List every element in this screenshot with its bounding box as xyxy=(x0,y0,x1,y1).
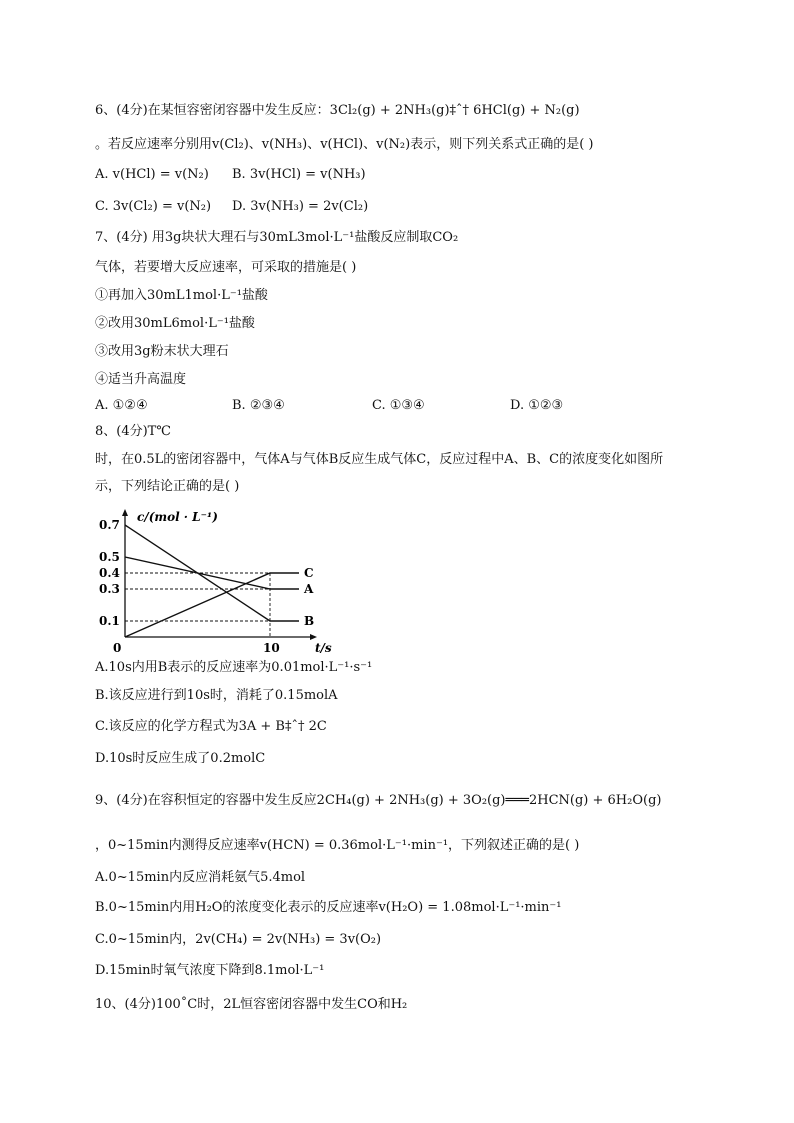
x-tick-10: 10 xyxy=(263,641,280,655)
q9-option-b: B.0~15min内用H₂O的浓度变化表示的反应速率v(H₂O) = 1.08mol·L⁻¹·min⁻¹ xyxy=(95,900,562,915)
q7-option-b: B. ②③④ xyxy=(232,398,285,413)
x-axis-label: t/s xyxy=(315,641,332,655)
q9-stem: 9、(4分)在容积恒定的容器中发生反应2CH₄(g) + 2NH₃(g) + 3O₂(g)═══2HCN(g) + 6H₂O(g) xyxy=(95,793,662,808)
y-tick-0.4: 0.4 xyxy=(99,566,120,580)
q8-stem-cont: 时，在0.5L的密闭容器中，气体A与气体B反应生成气体C，反应过程中A、B、C的浓度变化如图所 xyxy=(95,452,664,467)
q6-option-d: D. 3v(NH₃) = 2v(Cl₂) xyxy=(232,199,369,214)
q9-option-a: A.0~15min内反应消耗氨气5.4mol xyxy=(95,870,306,885)
y-axis-arrow xyxy=(122,509,128,516)
q7-stem-cont: 气体，若要增大反应速率，可采取的措施是( ) xyxy=(95,260,357,275)
x-axis-arrow xyxy=(310,634,317,640)
series-label-C: C xyxy=(304,566,314,580)
q8-stem: 8、(4分)T℃ xyxy=(95,424,171,439)
q6-stem-cont: 。若反应速率分别用v(Cl₂)、v(NH₃)、v(HCl)、v(N₂)表示，则下列关系式正确的是( ) xyxy=(95,137,594,152)
q10-stem: 10、(4分)100˚C时，2L恒容密闭容器中发生CO和H₂ xyxy=(95,997,408,1012)
q7-option-c: C. ①③④ xyxy=(372,398,425,413)
y-tick-0.7: 0.7 xyxy=(99,518,120,532)
y-tick-0.5: 0.5 xyxy=(99,550,120,564)
q7-stem: 7、(4分) 用3g块状大理石与30mL3mol·L⁻¹盐酸反应制取CO₂ xyxy=(95,230,459,245)
q7-item-3: ③改用3g粉末状大理石 xyxy=(95,344,229,359)
y-tick-0.3: 0.3 xyxy=(99,582,120,596)
q6-stem: 6、(4分)在某恒容密闭容器中发生反应：3Cl₂(g) + 2NH₃(g)‡ˆ† 6HCl(g) + N₂(g) xyxy=(95,103,580,118)
concentration-time-chart xyxy=(95,505,335,655)
q9-option-c: C.0~15min内，2v(CH₄) = 2v(NH₃) = 3v(O₂) xyxy=(95,932,382,947)
q7-item-4: ④适当升高温度 xyxy=(95,372,187,387)
q7-item-2: ②改用30mL6mol·L⁻¹盐酸 xyxy=(95,316,255,331)
series-label-A: A xyxy=(304,582,314,596)
q6-option-b: B. 3v(HCl) = v(NH₃) xyxy=(232,167,366,182)
q8-option-a: A.10s内用B表示的反应速率为0.01mol·L⁻¹·s⁻¹ xyxy=(95,660,373,675)
q7-option-a: A. ①②④ xyxy=(95,398,148,413)
q8-option-b: B.该反应进行到10s时，消耗了0.15molA xyxy=(95,688,338,703)
q8-stem-cont2: 示，下列结论正确的是( ) xyxy=(95,479,240,494)
series-label-B: B xyxy=(304,614,315,628)
x-tick-0: 0 xyxy=(113,641,122,655)
q9-option-d: D.15min时氧气浓度下降到8.1mol·L⁻¹ xyxy=(95,963,325,978)
y-tick-0.1: 0.1 xyxy=(99,614,120,628)
y-axis-label: c/(mol · L⁻¹) xyxy=(137,510,218,524)
q7-item-1: ①再加入30mL1mol·L⁻¹盐酸 xyxy=(95,288,268,303)
q9-stem-cont: ，0~15min内测得反应速率v(HCN) = 0.36mol·L⁻¹·min⁻¹，下列叙述正确的是( ) xyxy=(95,838,580,853)
q8-option-d: D.10s时反应生成了0.2molC xyxy=(95,751,266,766)
q6-option-a: A. v(HCl) = v(N₂) xyxy=(95,167,209,182)
q8-option-c: C.该反应的化学方程式为3A + B‡ˆ† 2C xyxy=(95,719,327,734)
q7-option-d: D. ①②③ xyxy=(510,398,564,413)
q6-option-c: C. 3v(Cl₂) = v(N₂) xyxy=(95,199,212,214)
